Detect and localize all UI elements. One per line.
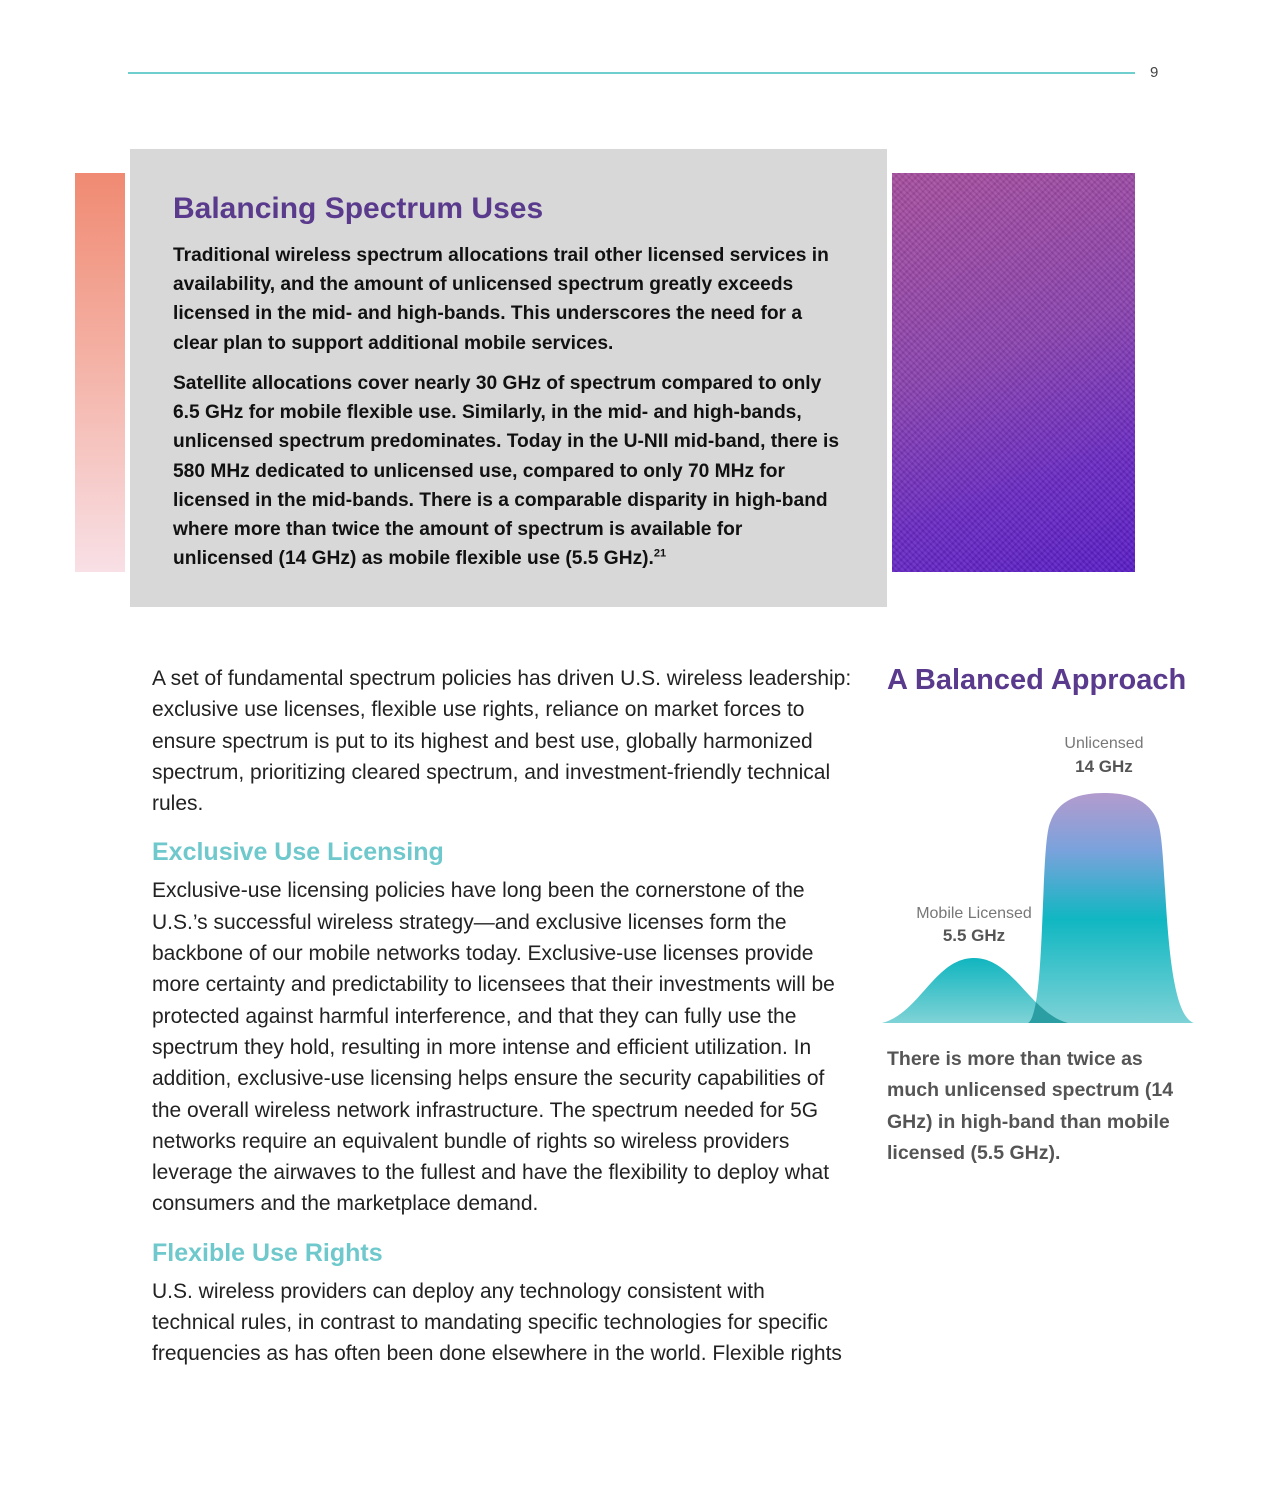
callout-title: Balancing Spectrum Uses [173, 192, 544, 225]
unlicensed-label: Unlicensed [1064, 735, 1144, 752]
section-heading-flexible-use: Flexible Use Rights [152, 1238, 383, 1267]
section-heading-exclusive-use: Exclusive Use Licensing [152, 838, 444, 867]
footnote-ref[interactable]: 21 [653, 547, 667, 560]
unlicensed-value: 14 GHz [1075, 757, 1133, 776]
exclusive-use-paragraph: Exclusive-use licensing policies have long been the cornerstone of the U.S.’s successful wireless strategy—and exclusive licenses form the backbone of our mobile networks today. Exclusive-use licenses provide more certainty and predictability to licensees that their investments will be protected against harmful interference, and that they can fully use the spectrum they hold, resulting in more intense and efficient utilization. In addition, exclusive-use licensing helps ensure the security capabilities of the overall wireless network infrastructure. The spectrum needed for 5G networks require an equivalent bundle of rights so wireless providers leverage the airwaves to the fullest and have the flexibility to deploy what consumers and the marketplace demand. [152, 879, 835, 1216]
mobile-licensed-label: Mobile Licensed [916, 904, 1032, 922]
main-column [152, 663, 852, 1370]
mobile-licensed-value: 5.5 GHz [942, 925, 1006, 945]
unlicensed-area [1028, 793, 1194, 1023]
spectrum-chart [880, 725, 1200, 1030]
decorative-texture-image [892, 173, 1135, 572]
callout-paragraph-2-text: Satellite allocations cover nearly 30 GHz of spectrum compared to only 6.5 GHz for mobile flexible use. Similarly, in the mid- and high-bands, unlicensed spectrum predominates. Today in the U-NII mid-band, there is 580 MHz dedicated to unlicensed use, compared to only 70 MHz for licensed in the mid-bands. There is a comparable disparity in high-band where more than twice the amount of spectrum is available for unlicensed (14 GHz) as mobile flexible use (5.5 GHz). [173, 373, 839, 570]
page-number: 9 [1150, 64, 1159, 81]
callout-paragraph-2 [173, 369, 841, 573]
sidebar-title: A Balanced Approach [887, 664, 1187, 696]
intro-paragraph: A set of fundamental spectrum policies has driven U.S. wireless leadership: exclusive use licenses, flexible use rights, reliance on market forces to ensure spectrum is put to its highest and best use, globally harmonized spectrum, prioritizing cleared spectrum, and investment-friendly technical rules. [152, 667, 852, 816]
callout-box [130, 149, 887, 607]
flexible-use-paragraph: U.S. wireless providers can deploy any technology consistent with technical rules, in contrast to mandating specific technologies for specific frequencies as has often been done elsewhere in the world. Flexible rights [152, 1279, 842, 1366]
chart-caption: There is more than twice as much unlicensed spectrum (14 GHz) in high-band than mobile licensed (5.5 GHz). [887, 1048, 1174, 1164]
decorative-gradient-bar [75, 173, 125, 572]
header-rule [128, 72, 1135, 74]
callout-paragraph-1: Traditional wireless spectrum allocations trail other licensed services in availability, and the amount of unlicensed spectrum greatly exceeds licensed in the mid- and high-bands. This underscores the need for a clear plan to support additional mobile services. [173, 245, 829, 354]
